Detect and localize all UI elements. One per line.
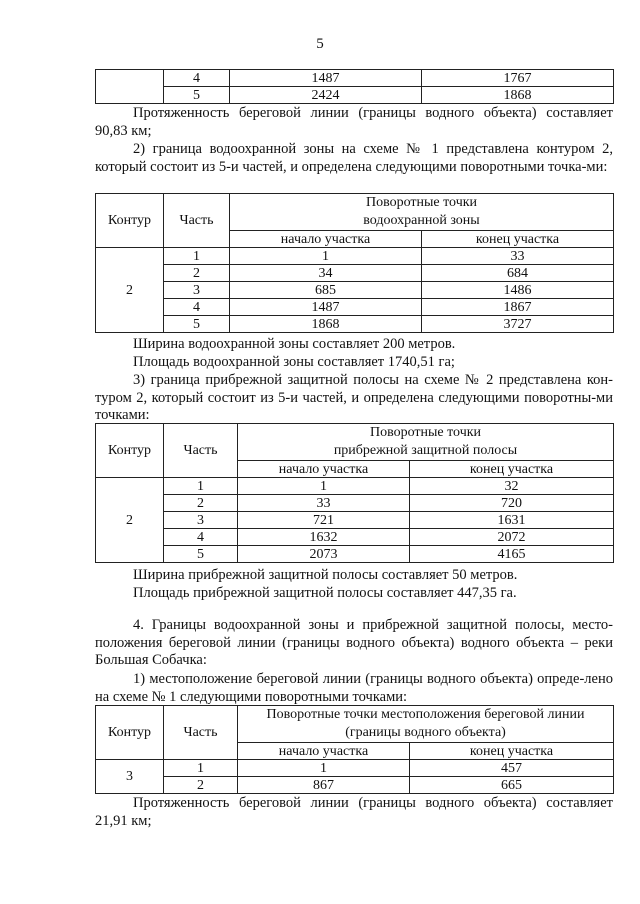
paragraph: 2) граница водоохранной зоны на схеме № 1 представлена контуром 2, который состоит из 5-и частей, и определена следующими поворотными точка-ми: bbox=[95, 141, 613, 175]
paragraph: 3) граница прибрежной защитной полосы на схеме № 2 представлена кон-туром 2, который состоит из 5-и частей, и определена следующими поворотны-ми точками: bbox=[95, 372, 613, 423]
header-contour: Контур bbox=[96, 424, 164, 478]
table-cell: 3 bbox=[164, 282, 230, 299]
table-cell: 1867 bbox=[422, 299, 614, 316]
header-points bbox=[238, 424, 614, 461]
table-cell: 4 bbox=[164, 529, 238, 546]
table-cell: 4 bbox=[164, 299, 230, 316]
contour-cell: 2 bbox=[96, 248, 164, 333]
table-row bbox=[96, 478, 614, 495]
table-coastline-location bbox=[95, 705, 614, 794]
contour-cell: 3 bbox=[96, 760, 164, 794]
table-cell: 2 bbox=[164, 495, 238, 512]
table-cell: 2 bbox=[164, 777, 238, 794]
header-end: конец участка bbox=[422, 231, 614, 248]
table-row bbox=[96, 87, 614, 104]
table-cell: 1 bbox=[164, 760, 238, 777]
table-header-row bbox=[96, 706, 614, 743]
header-points-line2: (границы водного объекта) bbox=[345, 725, 506, 740]
header-end: конец участка bbox=[410, 743, 614, 760]
header-points-line1: Поворотные точки bbox=[369, 425, 482, 440]
table-continuation bbox=[95, 69, 614, 104]
header-part: Часть bbox=[164, 194, 230, 248]
paragraph: Ширина прибрежной защитной полосы составляет 50 метров. bbox=[133, 567, 518, 583]
table-cell: 2073 bbox=[238, 546, 410, 563]
table-header-row bbox=[96, 194, 614, 231]
table-cell: 3727 bbox=[422, 316, 614, 333]
table-row bbox=[96, 529, 614, 546]
table-cell: 34 bbox=[230, 265, 422, 282]
header-points-line2: водоохранной зоны bbox=[363, 213, 480, 228]
table-cell: 1486 bbox=[422, 282, 614, 299]
table-cell: 33 bbox=[422, 248, 614, 265]
header-contour: Контур bbox=[96, 706, 164, 760]
table-row bbox=[96, 282, 614, 299]
page-number: 5 bbox=[316, 36, 324, 52]
table-row bbox=[96, 495, 614, 512]
header-start: начало участка bbox=[230, 231, 422, 248]
table-row bbox=[96, 248, 614, 265]
table-cell: 684 bbox=[422, 265, 614, 282]
table-cell: 2072 bbox=[410, 529, 614, 546]
table-row bbox=[96, 316, 614, 333]
header-start: начало участка bbox=[238, 743, 410, 760]
table-cell: 2 bbox=[164, 265, 230, 282]
table-row bbox=[96, 546, 614, 563]
table-cell: 1 bbox=[164, 248, 230, 265]
table-cell: 4165 bbox=[410, 546, 614, 563]
table-cell: 721 bbox=[238, 512, 410, 529]
table-coastal-protective-strip bbox=[95, 423, 614, 563]
paragraph: Площадь прибрежной защитной полосы составляет 447,35 га. bbox=[133, 585, 517, 601]
table-cell: 867 bbox=[238, 777, 410, 794]
table-row bbox=[96, 777, 614, 794]
table-cell: 4 bbox=[164, 70, 230, 87]
table-cell: 33 bbox=[238, 495, 410, 512]
paragraph: Ширина водоохранной зоны составляет 200 метров. bbox=[133, 336, 456, 352]
table-cell: 1 bbox=[238, 760, 410, 777]
paragraph: Протяженность береговой линии (границы водного объекта) составляет 90,83 км; bbox=[95, 105, 613, 139]
header-points bbox=[230, 194, 614, 231]
table-cell: 1 bbox=[164, 478, 238, 495]
header-start: начало участка bbox=[238, 461, 410, 478]
table-row bbox=[96, 70, 614, 87]
table-row bbox=[96, 760, 614, 777]
table-cell: 457 bbox=[410, 760, 614, 777]
table-cell: 1 bbox=[230, 248, 422, 265]
table-cell: 665 bbox=[410, 777, 614, 794]
paragraph: 4. Границы водоохранной зоны и прибрежной защитной полосы, место-положения береговой линии (границы водного объекта) водного объекта – реки Большая Собачка: bbox=[95, 617, 613, 668]
table-row bbox=[96, 299, 614, 316]
table-cell: 1 bbox=[238, 478, 410, 495]
header-points-line2: прибрежной защитной полосы bbox=[333, 443, 518, 458]
header-contour: Контур bbox=[96, 194, 164, 248]
table-cell: 32 bbox=[410, 478, 614, 495]
paragraph: Протяженность береговой линии (границы водного объекта) составляет 21,91 км; bbox=[95, 795, 613, 829]
table-cell: 720 bbox=[410, 495, 614, 512]
table-cell: 5 bbox=[164, 87, 230, 104]
table-cell: 2424 bbox=[230, 87, 422, 104]
table-cell bbox=[96, 70, 164, 104]
table-cell: 1631 bbox=[410, 512, 614, 529]
table-cell: 1487 bbox=[230, 299, 422, 316]
paragraph: Площадь водоохранной зоны составляет 1740,51 га; bbox=[133, 354, 455, 370]
table-cell: 5 bbox=[164, 546, 238, 563]
table-cell: 1487 bbox=[230, 70, 422, 87]
table-cell: 3 bbox=[164, 512, 238, 529]
table-cell: 1632 bbox=[238, 529, 410, 546]
table-cell: 1868 bbox=[230, 316, 422, 333]
table-water-protection-zone bbox=[95, 193, 614, 333]
table-cell: 5 bbox=[164, 316, 230, 333]
table-header-row bbox=[96, 424, 614, 461]
table-cell: 685 bbox=[230, 282, 422, 299]
header-points bbox=[238, 706, 614, 743]
table-row bbox=[96, 265, 614, 282]
contour-cell: 2 bbox=[96, 478, 164, 563]
table-cell: 1767 bbox=[422, 70, 614, 87]
table-cell: 1868 bbox=[422, 87, 614, 104]
header-points-line1: Поворотные точки bbox=[365, 195, 478, 210]
paragraph: 1) местоположение береговой линии (границы водного объекта) опреде-лено на схеме № 1 следующими поворотными точками: bbox=[95, 671, 613, 705]
header-end: конец участка bbox=[410, 461, 614, 478]
header-points-line1: Поворотные точки местоположения береговой линии bbox=[266, 707, 585, 722]
header-part: Часть bbox=[164, 424, 238, 478]
header-part: Часть bbox=[164, 706, 238, 760]
table-row bbox=[96, 512, 614, 529]
